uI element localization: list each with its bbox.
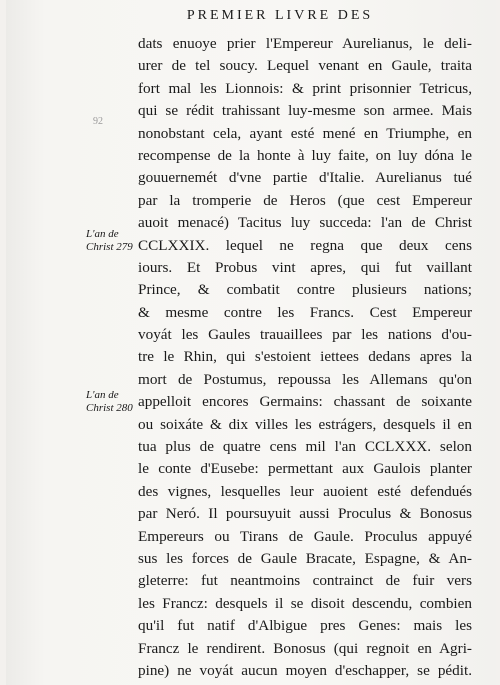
text-line: par la tromperie de Heros (que cest Empereur (138, 191, 472, 209)
text-line: Empereurs ou Tirans de Gaule. Proculus appuyé (138, 527, 472, 545)
text-line: fort mal les Lionnois: & print prisonnier Tetricus, (138, 79, 472, 97)
text-line: Prince, & combatit contre plusieurs nations; (138, 281, 472, 299)
margin-note-year: Christ 280 (86, 402, 133, 414)
text-line: Francz le rendirent. Bonosus (qui regnoit en Agri- (138, 639, 472, 657)
text-line: CCLXXIX. lequel ne regna que deux cens (138, 236, 472, 254)
text-line: tua plus de quatre cens mil l'an CCLXXX. selon (138, 438, 472, 456)
text-line: ou soixáte & dix villes les estrágers, desquels il en (138, 415, 472, 433)
text-line: dats enuoye prier l'Empereur Aurelianus, le deli- (138, 35, 472, 52)
text-line: iours. Et Probus vint apres, qui fut vaillant (138, 258, 472, 276)
text-line: nonobstant cela, ayant esté mené en Triumphe, en (138, 124, 472, 142)
text-line: qui se rédit trahissant luy-mesme son armee. Mais (138, 102, 472, 120)
text-line: recompense de la honte à luy faite, on luy dóna le (138, 146, 472, 164)
margin-note-year-280 (86, 389, 136, 415)
text-line: pine) ne voyát aucun moyen d'eschapper, se pédit. (138, 661, 472, 679)
text-line: les Francz: desquels il se disoit descendu, combien (138, 594, 472, 612)
margin-note-label: L'an de (86, 228, 119, 240)
text-line: appelloit encores Germains: chassant de soixante (138, 393, 472, 411)
text-line: auoit menacé) Tacitus luy succeda: l'an de Christ (138, 214, 472, 232)
text-line: le conte d'Eusebe: permettant aux Gaulois planter (138, 460, 472, 478)
text-line: & mesme contre les Francs. Cest Empereur (138, 303, 472, 321)
margin-note-label: L'an de (86, 389, 119, 401)
text-line: par Neró. Il poursuyuit aussi Proculus & Bonosus (138, 505, 472, 523)
text-line: sus les forces de Gaule Bracate, Espagne, & An- (138, 549, 472, 567)
text-line: urer de tel soucy. Lequel venant en Gaule, traita (138, 57, 472, 75)
margin-note-year-279 (86, 228, 136, 254)
margin-note-year: Christ 279 (86, 241, 133, 253)
text-line: voyát les Gaules trauaillees par les nations d'ou- (138, 326, 472, 344)
text-line: des vignes, lesquelles leur auoient esté defendués (138, 482, 472, 500)
text-line: gleterre: fut neantmoins contrainct de fuir vers (138, 572, 472, 590)
text-line: tre le Rhin, qui s'estoient iettees dedans apres la (138, 348, 472, 366)
running-head: PREMIER LIVRE DES (186, 8, 374, 23)
text-line: mort de Postumus, repoussa les Allemans qu'on (138, 370, 472, 388)
text-line: gouuernemét d'vne partie d'Italie. Aurelianus tué (138, 169, 472, 187)
page-number: 92 (93, 116, 103, 127)
text-line: qu'il fut natif d'Albigue pres Genes: mais les (138, 617, 472, 635)
body-text (138, 33, 472, 682)
